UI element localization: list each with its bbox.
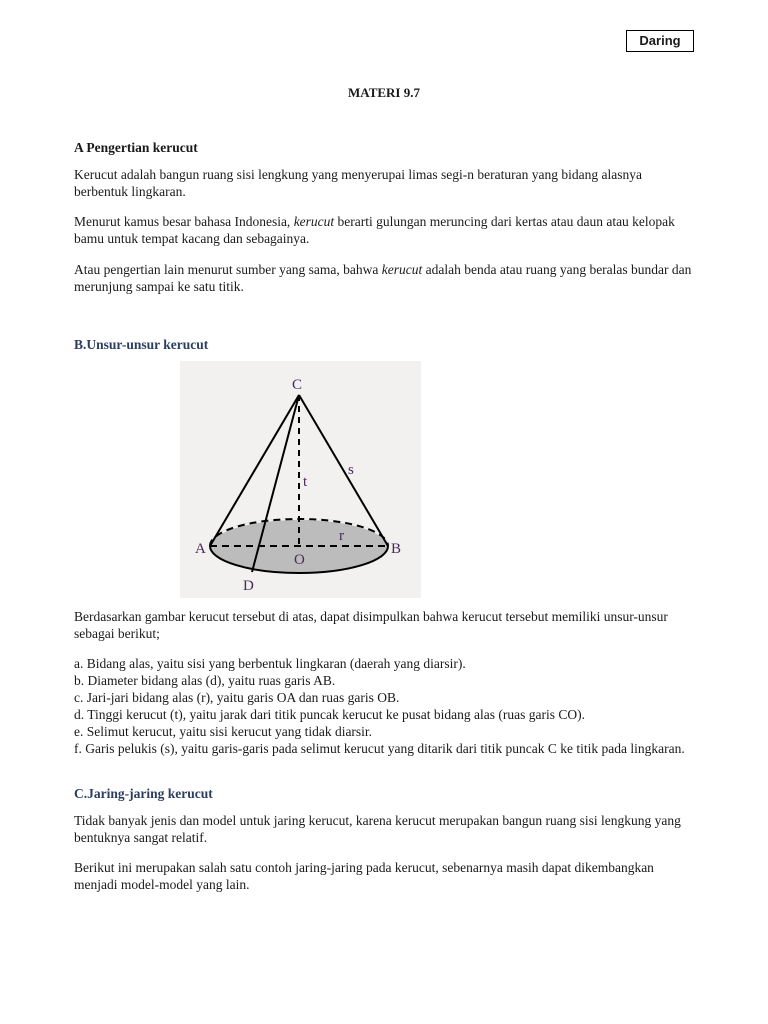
label-r: r (339, 528, 344, 544)
section-c-paragraph-1: Tidak banyak jenis dan model untuk jaring kerucut, karena kerucut merupakan bangun ruang sisi lengkung yang bentuknya sangat relatif. (74, 813, 681, 845)
list-item: f. Garis pelukis (s), yaitu garis-garis pada selimut kerucut yang ditarik dari titik puncak C ke titik pada lingkaran. (74, 741, 685, 756)
section-a-paragraph-1: Kerucut adalah bangun ruang sisi lengkung yang menyerupai limas segi-n beraturan yang bidang alasnya berbentuk lingkaran. (74, 167, 642, 199)
label-o: O (294, 552, 305, 568)
p3-text-before: Atau pengertian lain menurut sumber yang sama, bahwa (74, 262, 382, 277)
p3-text-after: adalah benda atau ruang yang beralas bundar dan merunjung sampai ke satu titik. (74, 262, 692, 294)
p2-text-before: Menurut kamus besar bahasa Indonesia, (74, 214, 294, 229)
list-item: c. Jari-jari bidang alas (r), yaitu garis OA dan ruas garis OB. (74, 690, 400, 705)
label-t: t (303, 474, 308, 490)
section-a-heading: A Pengertian kerucut (74, 140, 198, 155)
label-s: s (348, 462, 354, 478)
label-b: B (391, 541, 402, 557)
section-a-paragraph-3 (74, 261, 694, 295)
cone-figure (180, 361, 421, 598)
daring-badge: Daring (626, 30, 694, 52)
label-d: D (243, 578, 254, 594)
label-c: C (292, 377, 303, 393)
list-item: a. Bidang alas, yaitu sisi yang berbentuk lingkaran (daerah yang diarsir). (74, 656, 466, 671)
label-a: A (195, 541, 206, 557)
p2-italic-term: kerucut (293, 214, 335, 229)
section-c-heading: C.Jaring-jaring kerucut (74, 786, 213, 801)
section-b-heading: B.Unsur-unsur kerucut (74, 337, 209, 352)
p2-text-after: berarti gulungan meruncing dari kertas atau daun atau kelopak bamu untuk tempat kacang dan sebagainya. (74, 214, 675, 246)
section-b-list (74, 655, 694, 757)
list-item: d. Tinggi kerucut (t), yaitu jarak dari titik puncak kerucut ke pusat bidang alas (ruas garis CO). (74, 707, 586, 722)
list-item: b. Diameter bidang alas (d), yaitu ruas garis AB. (74, 673, 336, 688)
section-c-paragraph-2: Berikut ini merupakan salah satu contoh jaring-jaring pada kerucut, sebenarnya masih dapat dikembangkan menjadi model-model yang lain. (74, 860, 654, 892)
list-item: e. Selimut kerucut, yaitu sisi kerucut yang tidak diarsir. (74, 724, 373, 739)
p3-italic-term: kerucut (381, 262, 423, 277)
page-title: MATERI 9.7 (348, 85, 420, 100)
cone-diagram (180, 361, 421, 598)
section-b-intro: Berdasarkan gambar kerucut tersebut di atas, dapat disimpulkan bahwa kerucut tersebut memiliki unsur-unsur sebagai berikut; (74, 609, 668, 641)
section-a-paragraph-2 (74, 213, 694, 247)
